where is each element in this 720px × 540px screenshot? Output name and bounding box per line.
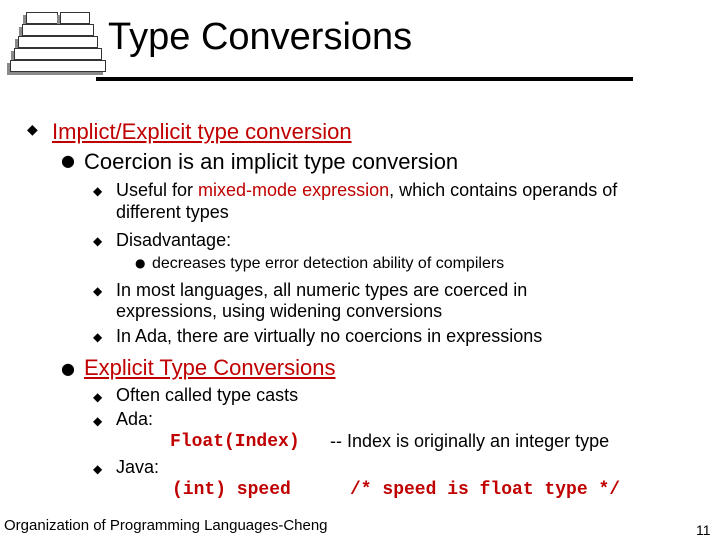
layered-stack-logo (4, 4, 108, 76)
bullet-implicit-explicit: Implict/Explicit type conversion (52, 119, 352, 144)
ada-code: Float(Index) (170, 432, 300, 452)
bullet-ada-coercions: In Ada, there are virtually no coercions in expressions (116, 326, 543, 346)
bullet-useful-mixed-mode (116, 180, 617, 201)
bullet-diamond-icon: ◆ (93, 390, 103, 404)
bullet-disadvantage: Disadvantage: (116, 230, 232, 250)
bullet-coercion: Coercion is an implicit type conversion (84, 149, 459, 174)
logo-layer (10, 60, 106, 72)
bullet-diamond-icon: ◆ (93, 462, 103, 476)
bullet-diamond-icon: ◆ (93, 414, 103, 428)
bullet-continuation: different types (116, 202, 229, 222)
java-comment: /* speed is float type */ (350, 480, 621, 500)
bullet-dot-icon: ● (61, 151, 75, 170)
slide-title: Type Conversions (108, 16, 413, 58)
logo-layer (60, 12, 90, 24)
logo-layer (18, 36, 98, 48)
bullet-ada: Ada: (116, 409, 154, 429)
footer-text: Organization of Programming Languages-Cheng (4, 517, 328, 534)
bullet-continuation: expressions, using widening conversions (116, 301, 443, 321)
java-code: (int) speed (172, 480, 291, 500)
ada-comment: -- Index is originally an integer type (330, 431, 610, 451)
text-run: Useful for (116, 180, 199, 200)
logo-layer (26, 12, 58, 24)
bullet-diamond-icon: ◆ (27, 122, 38, 138)
bullet-diamond-icon: ◆ (93, 330, 103, 344)
bullet-diamond-icon: ◆ (93, 184, 103, 198)
bullet-diamond-icon: ◆ (93, 234, 103, 248)
bullet-dot-icon: ● (61, 359, 75, 378)
bullet-explicit-conversions: Explicit Type Conversions (84, 355, 336, 380)
bullet-java: Java: (116, 457, 160, 477)
mixed-mode-term: mixed-mode expression (198, 180, 390, 200)
page-number: 11 (696, 522, 711, 538)
text-run: , which contains operands of (389, 180, 618, 200)
bullet-diamond-icon: ◆ (93, 284, 103, 298)
bullet-most-languages: In most languages, all numeric types are coerced in (116, 280, 528, 300)
bullet-type-casts: Often called type casts (116, 385, 299, 405)
title-divider (96, 77, 633, 81)
logo-layer (14, 48, 102, 60)
logo-layer (22, 24, 94, 36)
bullet-dot-icon: ● (135, 256, 146, 270)
bullet-decreases-detection: decreases type error detection ability of compilers (152, 255, 505, 272)
